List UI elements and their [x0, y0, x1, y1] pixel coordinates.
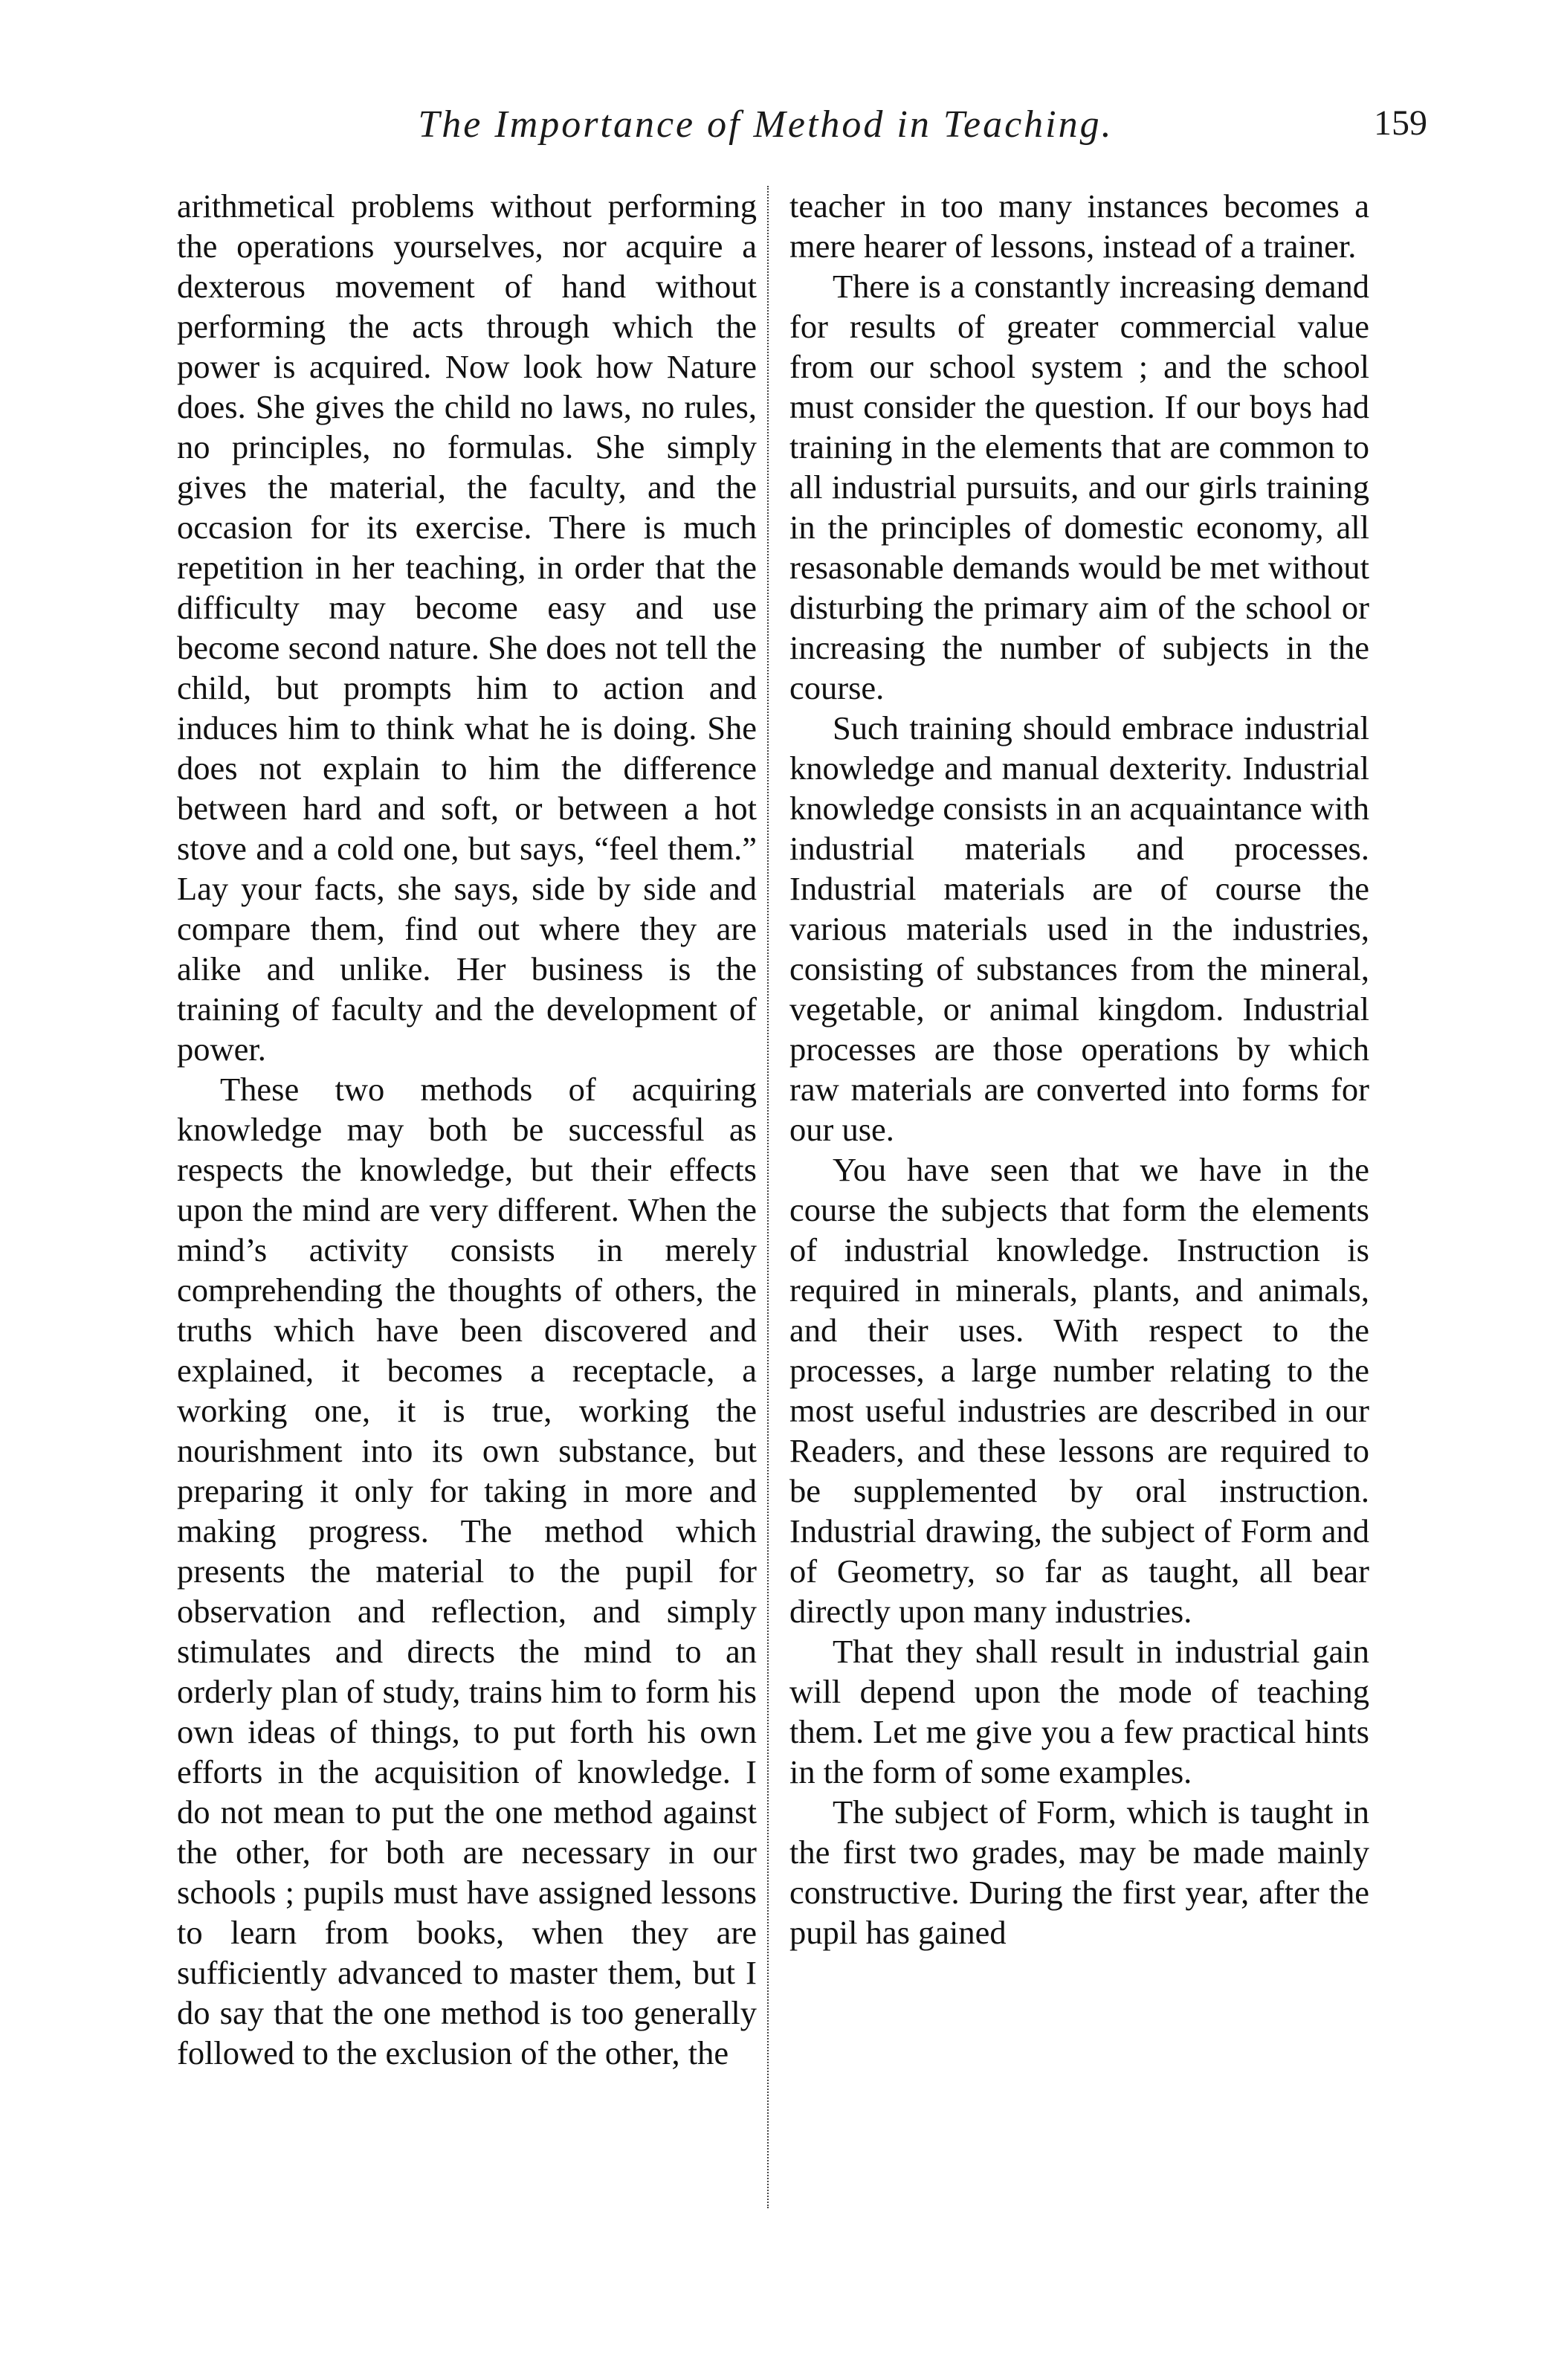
paragraph: The subject of Form, which is taught in the first two grades, may be made mainly constructive. During the first year, after the pupil has gained [789, 1793, 1369, 1951]
column-divider [767, 186, 769, 2208]
left-column [177, 186, 757, 2238]
paragraph: Such training should embrace industrial knowledge and manual dexterity. Industrial knowledge consists in an acquaintance with industrial materials and processes. Industrial materials are of course the various materials used in the industries, consisting of substances from the mineral, vegetable, or animal kingdom. Industrial processes are those operations by which raw materials are converted into forms for our use. [789, 709, 1369, 1148]
page-number: 159 [1374, 103, 1427, 143]
paragraph: There is a constantly increasing demand for results of greater commercial value from our school system ; and the school must consider the question. If our boys had training in the elements that are common to all industrial pursuits, and our girls training in the principles of domestic economy, all resasonable demands would be met without disturbing the primary aim of the school or increasing the number of subjects in the course. [789, 268, 1369, 706]
right-column [789, 186, 1369, 2238]
paragraph: teacher in too many instances becomes a mere hearer of lessons, instead of a trainer. [789, 187, 1369, 265]
paragraph: arithmetical problems without performing the operations yourselves, nor acquire a dexterous movement of hand without performing the acts through which the power is acquired. Now look how Nature does. She gives the child no laws, no rules, no principles, no formulas. She simply gives the material, the faculty, and the occasion for its exercise. There is much repetition in her teaching, in order that the difficulty may become easy and use become second nature. She does not tell the child, but prompts him to action and induces him to think what he is doing. She does not explain to him the difference between hard and soft, or between a hot stove and a cold one, but says, “feel them.” Lay your facts, she says, side by side and compare them, find out where they are alike and unlike. Her business is the training of faculty and the development of power. [177, 187, 757, 1068]
running-title: The Importance of Method in Teaching. [418, 103, 1114, 146]
page-header [357, 103, 1427, 162]
paragraph: You have seen that we have in the course the subjects that form the elements of industrial knowledge. Instruction is required in minerals, plants, and animals, and their uses. With respect to the processes, a large number relating to the most useful industries are described in our Readers, and these lessons are required to be supplemented by oral instruction. Industrial drawing, the subject of Form and of Geometry, so far as taught, all bear directly upon many industries. [789, 1151, 1369, 1630]
paragraph: That they shall result in industrial gain will depend upon the mode of teaching them. Let me give you a few practical hints in the form of some examples. [789, 1633, 1369, 1790]
paragraph: These two methods of acquiring knowledge may both be successful as respects the knowledge, but their effects upon the mind are very different. When the mind’s activity consists in merely comprehending the thoughts of others, the truths which have been discovered and explained, it becomes a receptacle, a working one, it is true, working the nourishment into its own substance, but preparing it only for taking in more and making progress. The method which presents the material to the pupil for observation and reflection, and simply stimulates and directs the mind to an orderly plan of study, trains him to form his own ideas of things, to put forth his own efforts in the acquisition of knowledge. I do not mean to put the one method against the other, for both are necessary in our schools ; pupils must have assigned lessons to learn from books, when they are sufficiently advanced to master them, but I do say that the one method is too generally followed to the exclusion of the other, the [177, 1071, 757, 2071]
